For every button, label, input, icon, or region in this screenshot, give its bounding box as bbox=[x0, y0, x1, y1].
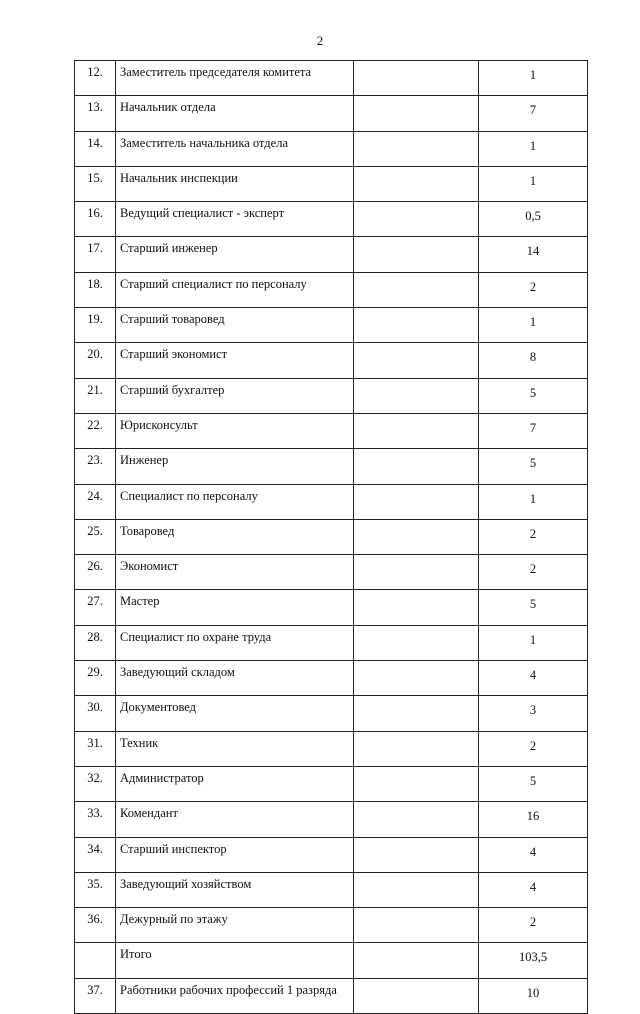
page-number: 2 bbox=[316, 33, 324, 48]
table-row bbox=[75, 766, 588, 801]
staff-count: 4 bbox=[479, 837, 588, 872]
position-title: Старший товаровед bbox=[116, 308, 354, 343]
table-row bbox=[75, 943, 588, 978]
empty-cell bbox=[354, 661, 479, 696]
staff-count: 2 bbox=[479, 519, 588, 554]
staff-count: 3 bbox=[479, 696, 588, 731]
row-number: 17. bbox=[75, 237, 116, 272]
empty-cell bbox=[354, 166, 479, 201]
empty-cell bbox=[354, 202, 479, 237]
staff-count: 1 bbox=[479, 625, 588, 660]
empty-cell bbox=[354, 96, 479, 131]
row-number: 16. bbox=[75, 202, 116, 237]
empty-cell bbox=[354, 555, 479, 590]
table-row bbox=[75, 555, 588, 590]
table-row bbox=[75, 61, 588, 96]
staff-count: 4 bbox=[479, 661, 588, 696]
position-title: Заместитель председателя комитета bbox=[116, 61, 354, 96]
row-number: 26. bbox=[75, 555, 116, 590]
position-title: Специалист по персоналу bbox=[116, 484, 354, 519]
staff-count: 1 bbox=[479, 484, 588, 519]
row-number: 24. bbox=[75, 484, 116, 519]
row-number: 22. bbox=[75, 413, 116, 448]
table-row bbox=[75, 449, 588, 484]
empty-cell bbox=[354, 343, 479, 378]
staff-count: 16 bbox=[479, 802, 588, 837]
table-row bbox=[75, 378, 588, 413]
empty-cell bbox=[354, 802, 479, 837]
empty-cell bbox=[354, 766, 479, 801]
row-number: 35. bbox=[75, 872, 116, 907]
row-number: 33. bbox=[75, 802, 116, 837]
position-title: Старший бухгалтер bbox=[116, 378, 354, 413]
table-row bbox=[75, 413, 588, 448]
position-title: Старший инспектор bbox=[116, 837, 354, 872]
row-number: 28. bbox=[75, 625, 116, 660]
table-row bbox=[75, 237, 588, 272]
row-number bbox=[75, 943, 116, 978]
position-title: Ведущий специалист - эксперт bbox=[116, 202, 354, 237]
table-row bbox=[75, 625, 588, 660]
position-title: Комендант bbox=[116, 802, 354, 837]
position-title: Администратор bbox=[116, 766, 354, 801]
staff-count: 1 bbox=[479, 131, 588, 166]
staff-count: 8 bbox=[479, 343, 588, 378]
empty-cell bbox=[354, 837, 479, 872]
empty-cell bbox=[354, 519, 479, 554]
table-row bbox=[75, 166, 588, 201]
empty-cell bbox=[354, 237, 479, 272]
empty-cell bbox=[354, 413, 479, 448]
row-number: 23. bbox=[75, 449, 116, 484]
row-number: 19. bbox=[75, 308, 116, 343]
empty-cell bbox=[354, 272, 479, 307]
empty-cell bbox=[354, 61, 479, 96]
table-row bbox=[75, 202, 588, 237]
table-row bbox=[75, 978, 588, 1013]
table-row bbox=[75, 308, 588, 343]
row-number: 34. bbox=[75, 837, 116, 872]
row-number: 27. bbox=[75, 590, 116, 625]
row-number: 36. bbox=[75, 908, 116, 943]
staff-count: 2 bbox=[479, 555, 588, 590]
table-body bbox=[75, 61, 588, 1014]
staff-count: 7 bbox=[479, 413, 588, 448]
empty-cell bbox=[354, 696, 479, 731]
staff-count: 10 bbox=[479, 978, 588, 1013]
row-number: 31. bbox=[75, 731, 116, 766]
empty-cell bbox=[354, 484, 479, 519]
position-title: Юрисконсульт bbox=[116, 413, 354, 448]
empty-cell bbox=[354, 943, 479, 978]
row-number: 14. bbox=[75, 131, 116, 166]
position-title: Заведующий складом bbox=[116, 661, 354, 696]
position-title: Работники рабочих профессий 1 разряда bbox=[116, 978, 354, 1013]
position-title: Техник bbox=[116, 731, 354, 766]
staff-count: 1 bbox=[479, 166, 588, 201]
table-row bbox=[75, 696, 588, 731]
table-row bbox=[75, 908, 588, 943]
empty-cell bbox=[354, 449, 479, 484]
row-number: 18. bbox=[75, 272, 116, 307]
table-row bbox=[75, 484, 588, 519]
position-title: Начальник инспекции bbox=[116, 166, 354, 201]
position-title: Итого bbox=[116, 943, 354, 978]
position-title: Инженер bbox=[116, 449, 354, 484]
staff-count: 2 bbox=[479, 272, 588, 307]
position-title: Старший специалист по персоналу bbox=[116, 272, 354, 307]
table-row bbox=[75, 343, 588, 378]
table-row bbox=[75, 519, 588, 554]
staff-count: 1 bbox=[479, 61, 588, 96]
table-row bbox=[75, 272, 588, 307]
table-row bbox=[75, 661, 588, 696]
position-title: Экономист bbox=[116, 555, 354, 590]
table-row bbox=[75, 837, 588, 872]
table-row bbox=[75, 872, 588, 907]
position-title: Заведующий хозяйством bbox=[116, 872, 354, 907]
empty-cell bbox=[354, 378, 479, 413]
table-row bbox=[75, 802, 588, 837]
position-title: Дежурный по этажу bbox=[116, 908, 354, 943]
empty-cell bbox=[354, 872, 479, 907]
position-title: Мастер bbox=[116, 590, 354, 625]
staff-count: 4 bbox=[479, 872, 588, 907]
row-number: 12. bbox=[75, 61, 116, 96]
position-title: Старший инженер bbox=[116, 237, 354, 272]
empty-cell bbox=[354, 308, 479, 343]
position-title: Начальник отдела bbox=[116, 96, 354, 131]
empty-cell bbox=[354, 908, 479, 943]
table-row bbox=[75, 731, 588, 766]
table-row bbox=[75, 590, 588, 625]
position-title: Заместитель начальника отдела bbox=[116, 131, 354, 166]
staff-count: 0,5 bbox=[479, 202, 588, 237]
staff-count: 2 bbox=[479, 908, 588, 943]
staff-count: 1 bbox=[479, 308, 588, 343]
staff-count: 5 bbox=[479, 449, 588, 484]
row-number: 20. bbox=[75, 343, 116, 378]
staff-count: 103,5 bbox=[479, 943, 588, 978]
staff-count: 14 bbox=[479, 237, 588, 272]
row-number: 15. bbox=[75, 166, 116, 201]
row-number: 30. bbox=[75, 696, 116, 731]
position-title: Специалист по охране труда bbox=[116, 625, 354, 660]
staff-count: 2 bbox=[479, 731, 588, 766]
empty-cell bbox=[354, 731, 479, 766]
empty-cell bbox=[354, 978, 479, 1013]
row-number: 25. bbox=[75, 519, 116, 554]
position-title: Документовед bbox=[116, 696, 354, 731]
staff-count: 7 bbox=[479, 96, 588, 131]
table-row bbox=[75, 96, 588, 131]
empty-cell bbox=[354, 131, 479, 166]
row-number: 13. bbox=[75, 96, 116, 131]
position-title: Товаровед bbox=[116, 519, 354, 554]
empty-cell bbox=[354, 590, 479, 625]
position-title: Старший экономист bbox=[116, 343, 354, 378]
staff-count: 5 bbox=[479, 590, 588, 625]
table-row bbox=[75, 131, 588, 166]
staff-count: 5 bbox=[479, 378, 588, 413]
row-number: 29. bbox=[75, 661, 116, 696]
row-number: 37. bbox=[75, 978, 116, 1013]
staff-table bbox=[74, 60, 588, 1014]
row-number: 32. bbox=[75, 766, 116, 801]
row-number: 21. bbox=[75, 378, 116, 413]
empty-cell bbox=[354, 625, 479, 660]
staff-count: 5 bbox=[479, 766, 588, 801]
